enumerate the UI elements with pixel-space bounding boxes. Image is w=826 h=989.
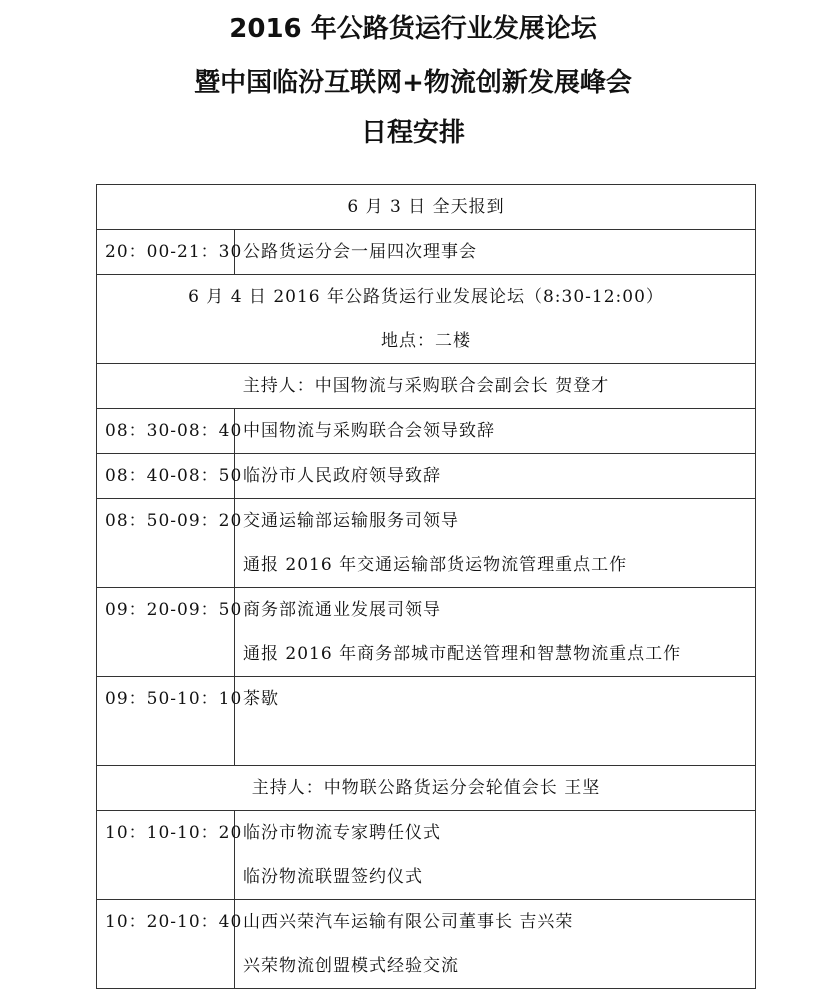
time-cell: 08：50-09：20 — [105, 511, 243, 531]
title-line-3: 日程安排 — [360, 118, 465, 148]
title-line-2: 暨中国临汾互联网+物流创新发展峰会 — [194, 68, 632, 98]
table-row — [97, 811, 756, 900]
time-cell: 10：20-10：40 — [105, 912, 243, 932]
item-cell: 临汾物流联盟签约仪式 — [243, 867, 423, 887]
item-cell: 公路货运分会一届四次理事会 — [243, 242, 477, 262]
time-cell: 20：00-21：30 — [105, 242, 243, 262]
item-cell — [243, 721, 747, 765]
day1-header-row — [97, 185, 756, 230]
table-row — [97, 677, 756, 766]
table-row — [97, 409, 756, 454]
day2-header-row — [97, 275, 756, 364]
item-cell: 临汾市人民政府领导致辞 — [243, 466, 441, 486]
table-row — [97, 900, 756, 989]
time-cell: 08：40-08：50 — [105, 466, 243, 486]
item-cell: 山西兴荣汽车运输有限公司董事长 吉兴荣 — [243, 912, 574, 932]
host1: 主持人：中国物流与采购联合会副会长 贺登才 — [242, 376, 610, 396]
day1-header: 6 月 3 日 全天报到 — [347, 197, 505, 217]
time-cell: 09：50-10：10 — [105, 689, 243, 709]
table-row — [97, 499, 756, 588]
item-cell: 茶歇 — [243, 689, 279, 709]
schedule-table — [96, 184, 756, 989]
table-row — [97, 230, 756, 275]
time-cell: 08：30-08：40 — [105, 421, 243, 441]
item-cell: 通报 2016 年商务部城市配送管理和智慧物流重点工作 — [243, 644, 682, 664]
item-cell: 中国物流与采购联合会领导致辞 — [243, 421, 495, 441]
item-cell: 通报 2016 年交通运输部货运物流管理重点工作 — [243, 555, 628, 575]
item-cell: 兴荣物流创盟模式经验交流 — [243, 956, 459, 976]
item-cell: 临汾市物流专家聘任仪式 — [243, 823, 441, 843]
time-cell: 10：10-10：20 — [105, 823, 243, 843]
item-cell: 交通运输部运输服务司领导 — [243, 511, 459, 531]
host2: 主持人：中物联公路货运分会轮值会长 王坚 — [251, 778, 601, 798]
item-cell: 商务部流通业发展司领导 — [243, 600, 441, 620]
day2-header: 6 月 4 日 2016 年公路货运行业发展论坛（8:30-12:00） — [188, 287, 664, 307]
table-row — [97, 454, 756, 499]
host1-row — [97, 364, 756, 409]
title-line-1: 2016 年公路货运行业发展论坛 — [229, 14, 597, 44]
day2-location: 地点：二楼 — [381, 331, 471, 351]
host2-row — [97, 766, 756, 811]
table-row — [97, 588, 756, 677]
time-cell: 09：20-09：50 — [105, 600, 243, 620]
